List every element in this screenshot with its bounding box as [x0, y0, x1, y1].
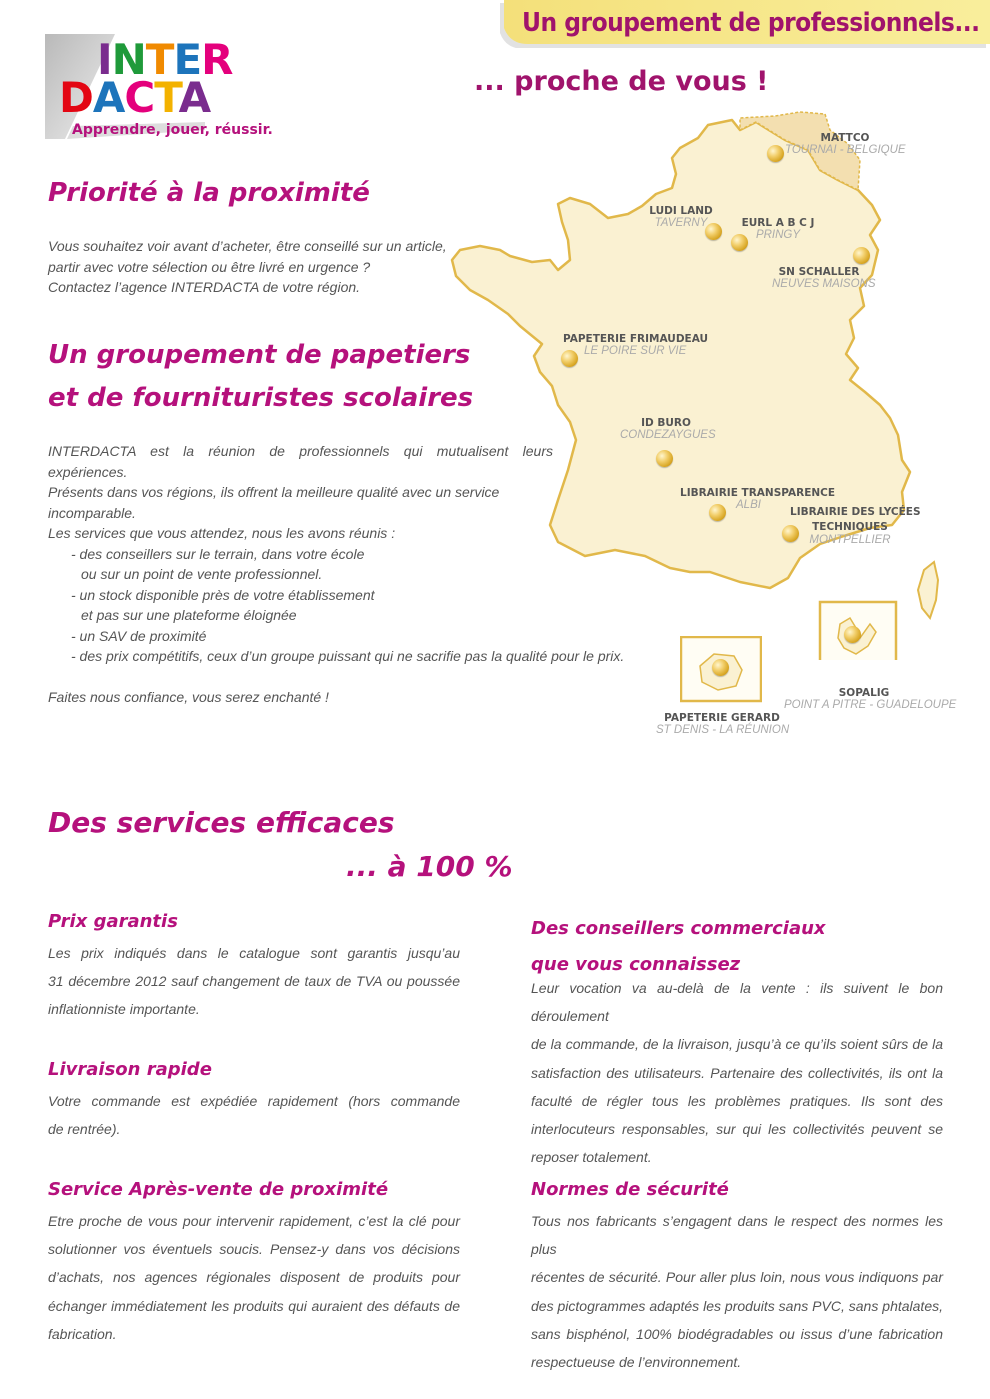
logo-letter: T [154, 73, 179, 122]
pin-gerard[interactable] [712, 659, 729, 676]
banner-title: Un groupement de professionnels... [522, 8, 980, 38]
group-title-line: Un groupement de papetiers [48, 340, 471, 370]
intro-text [48, 236, 468, 298]
intro-line: Vous souhaitez voir avant d’acheter, être conseillé sur un article, [48, 238, 447, 254]
services-intro: Les services que vous attendez, nous les avons réunis : [48, 525, 396, 541]
agency-location: LE POIRE SUR VIE [584, 345, 687, 357]
text-line: interlocuteurs responsables, sur qui les collectivités peuvent se [531, 1121, 943, 1138]
text-line: Etre proche de vous pour intervenir rapidement, c’est la clé pour [48, 1213, 460, 1229]
text-line: satisfaction des utilisateurs. Partenaire des collectivités, ils ont la [531, 1064, 943, 1081]
group-line: INTERDACTA est la réunion de professionnels qui mutualisent leurs expériences. [48, 443, 553, 480]
agency-location: ST DENIS - LA RÉUNION [656, 724, 790, 736]
logo-letter: R [201, 35, 233, 84]
intro-line: partir avec votre sélection ou être livré en urgence ? [48, 258, 371, 275]
agency-name: LIBRAIRIE DES LYCÉES [790, 506, 921, 518]
text-line: de la commande, de la livraison, jusqu’à ce qu’ils soient sûrs de la [531, 1036, 943, 1053]
agency-location: CONDEZAYGUES [620, 429, 716, 441]
text-line: 31 décembre 2012 sauf changement de taux de TVA ou poussée [48, 973, 460, 990]
logo-letter: C [124, 73, 155, 122]
list-item-line: - des conseillers sur le terrain, dans votre école [71, 545, 365, 562]
closing-text: Faites nous confiance, vous serez enchanté ! [48, 688, 329, 705]
title-line: Des conseillers commerciaux [531, 918, 826, 939]
text-line: reposer totalement. [531, 1149, 652, 1166]
agency-sn-schaller [772, 266, 876, 290]
group-title-line: et de fournituristes scolaires [48, 383, 474, 413]
list-item-line: ou sur un point de vente professionnel. [81, 566, 323, 582]
text-line: respectueuse de l’environnement. [531, 1354, 742, 1371]
agency-location: POINT A PITRE - GUADELOUPE [784, 699, 957, 711]
logo-word-dacta [59, 73, 211, 122]
normes-title: Normes de sécurité [531, 1179, 729, 1200]
agency-location: TAVERNY [654, 217, 708, 229]
agency-ludi-land [640, 205, 722, 229]
intro-line: Contactez l’agence INTERDACTA de votre région. [48, 279, 361, 295]
logo-letter: E [173, 35, 202, 84]
list-item-line: - un stock disponible près de votre établissement [71, 586, 375, 603]
pin-sopalig[interactable] [844, 626, 861, 643]
text-line: d’achats, nos agences régionales disposent de produits pour [48, 1269, 460, 1286]
text-line: solutionner vos éventuels soucis. Pensez-y dans vos décisions [48, 1241, 460, 1258]
livraison-text [48, 1087, 460, 1143]
pin-id-buro[interactable] [656, 450, 673, 467]
sav-title: Service Après-vente de proximité [48, 1179, 389, 1200]
text-line: Leur vocation va au-delà de la vente : ils suivent le bon déroulement [531, 980, 943, 1025]
conseillers-title [531, 911, 826, 983]
conseillers-text [531, 974, 943, 1171]
agency-lycees [790, 506, 921, 546]
normes-text [531, 1207, 943, 1376]
text-line: inflationniste importante. [48, 1001, 200, 1018]
agency-name: SOPALIG [838, 687, 890, 699]
services-title: Des services efficaces [48, 806, 395, 839]
prix-title: Prix garantis [48, 911, 178, 932]
logo-letter: I [97, 35, 112, 84]
agency-name: EURL A B C J [741, 217, 815, 229]
agency-id-buro [620, 417, 716, 441]
agency-name: MATTCO [820, 132, 870, 144]
agency-location: ALBI [736, 499, 761, 511]
sav-text [48, 1207, 460, 1348]
group-title [48, 334, 473, 420]
agency-name: PAPETERIE FRIMAUDEAU [563, 333, 709, 345]
livraison-title: Livraison rapide [48, 1059, 212, 1080]
logo-letter: T [145, 35, 174, 84]
text-line: échanger immédiatement les produits qui auraient des défauts de [48, 1297, 460, 1314]
list-item-line: - un SAV de proximité [71, 627, 207, 644]
agency-name: TECHNIQUES [812, 521, 888, 533]
logo-letter: D [59, 73, 93, 122]
text-line: fabrication. [48, 1325, 117, 1342]
logo-letter: A [92, 73, 125, 122]
corsica-island [918, 562, 938, 618]
agency-eurl-abcj [738, 217, 818, 241]
pin-sn-schaller[interactable] [853, 247, 870, 264]
intro-title: Priorité à la proximité [48, 178, 370, 208]
agency-name: SN SCHALLER [778, 266, 860, 278]
agency-sopalig [784, 687, 957, 711]
agency-frimaudeau [563, 333, 708, 357]
agency-location: TOURNAI - BELGIQUE [785, 144, 906, 156]
agency-name: ID BURO [641, 417, 691, 429]
logo-letter: N [111, 35, 146, 84]
text-line: récentes de sécurité. Pour aller plus loin, nous vous indiquons par [531, 1269, 943, 1286]
text-line: Les prix indiqués dans le catalogue sont garantis jusqu’au [48, 945, 460, 961]
list-item-line: et pas sur une plateforme éloignée [81, 607, 297, 623]
text-line: sans bisphénol, 100% biodégradables ou issus d’une fabrication [531, 1325, 943, 1342]
agency-name: LIBRAIRIE TRANSPARENCE [680, 487, 836, 499]
list-item-line: - des prix compétitifs, ceux d’un groupe puissant qui ne sacrifie pas la qualité pour le prix. [71, 648, 625, 664]
agency-name: LUDI LAND [649, 205, 713, 217]
page-subtitle: ... proche de vous ! [474, 66, 769, 97]
logo-tagline: Apprendre, jouer, réussir. [72, 122, 273, 138]
text-line: de rentrée). [48, 1121, 121, 1138]
group-line: Présents dans vos régions, ils offrent la meilleure qualité avec un service [48, 484, 500, 500]
text-line: Tous nos fabricants s’engagent dans le respect des normes les plus [531, 1213, 943, 1258]
france-map-shape [440, 100, 990, 660]
prix-text [48, 939, 460, 1024]
agency-name: PAPETERIE GERARD [664, 712, 780, 724]
agency-location: PRINGY [755, 229, 801, 241]
text-line: faculté de régler tous les problèmes pratiques. Ils sont des [531, 1092, 943, 1109]
text-line: Votre commande est expédiée rapidement (hors commande [48, 1093, 460, 1109]
agency-location: MONTPELLIER [809, 534, 891, 546]
title-line: que vous connaissez [531, 954, 741, 975]
agency-mattco [785, 132, 905, 156]
logo-letter: A [178, 73, 211, 122]
group-line: incomparable. [48, 504, 136, 521]
agency-map [440, 100, 990, 736]
services-subtitle: ... à 100 % [346, 850, 513, 883]
agency-gerard [656, 712, 788, 736]
text-line: des pictogrammes adaptés les produits sans PVC, sans phtalates, [531, 1297, 943, 1314]
agency-location: NEUVES MAISONS [772, 278, 876, 290]
pin-mattco[interactable] [767, 145, 784, 162]
